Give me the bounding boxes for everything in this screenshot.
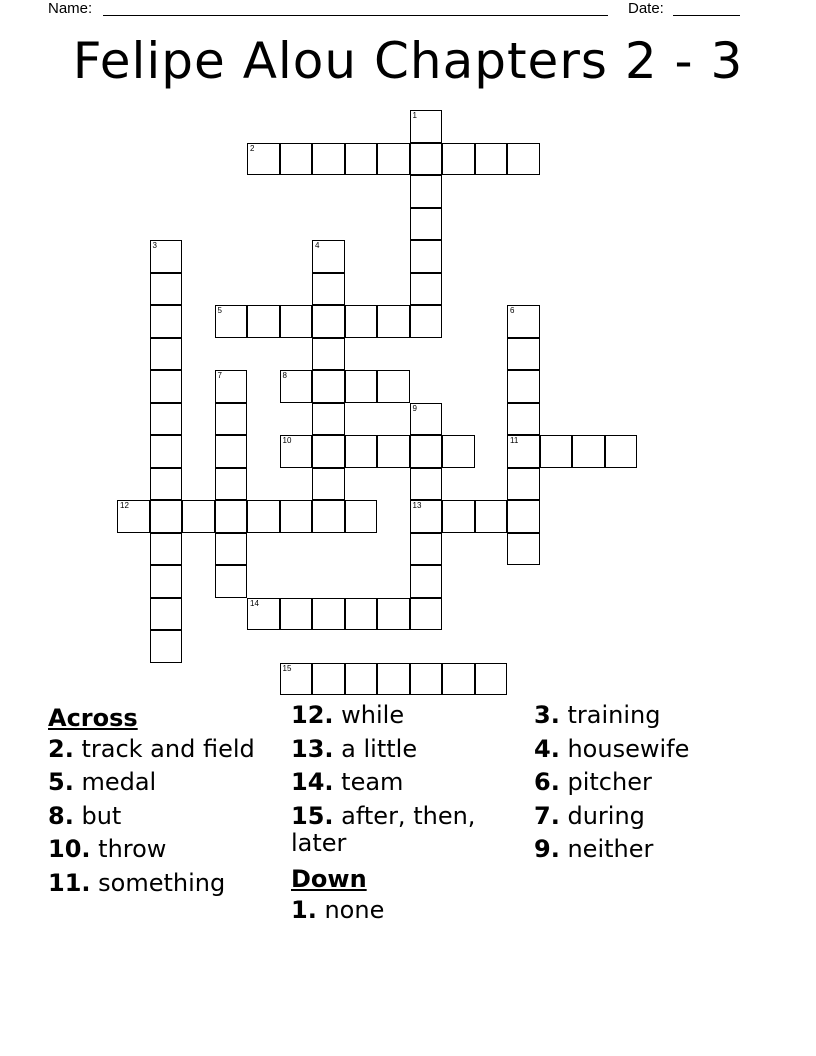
grid-cell[interactable] <box>150 435 183 468</box>
grid-cell[interactable] <box>507 338 540 371</box>
cell-number: 10 <box>282 436 292 445</box>
clue-down-7: 7. during <box>534 801 645 830</box>
grid-cell[interactable] <box>312 370 345 403</box>
clue-column-3 <box>534 702 774 870</box>
grid-cell[interactable] <box>312 305 345 338</box>
grid-cell[interactable] <box>247 305 280 338</box>
grid-cell[interactable] <box>312 468 345 501</box>
grid-cell[interactable] <box>345 500 378 533</box>
grid-cell[interactable] <box>377 143 410 176</box>
grid-cell[interactable] <box>377 370 410 403</box>
across-heading: Across <box>48 704 138 732</box>
grid-cell[interactable] <box>215 565 248 598</box>
clue-across-14: 14. team <box>291 768 404 796</box>
grid-cell[interactable] <box>215 533 248 566</box>
clue-down-6: 6. pitcher <box>534 768 652 796</box>
grid-cell[interactable] <box>410 500 443 533</box>
clue-down-4: 4. housewife <box>534 734 690 763</box>
grid-cell[interactable] <box>377 305 410 338</box>
grid-cell[interactable] <box>150 468 183 501</box>
grid-cell[interactable] <box>507 403 540 436</box>
cell-number: 1 <box>412 111 417 120</box>
grid-cell[interactable] <box>345 143 378 176</box>
cell-number: 3 <box>152 241 157 250</box>
down-heading: Down <box>291 865 367 893</box>
clue-across-8: 8. but <box>48 801 122 830</box>
grid-cell[interactable] <box>312 403 345 436</box>
grid-cell[interactable] <box>312 240 345 273</box>
grid-cell[interactable] <box>312 500 345 533</box>
cell-number: 5 <box>217 306 222 315</box>
name-label: Name: <box>48 0 93 17</box>
grid-cell[interactable] <box>507 500 540 533</box>
grid-cell[interactable] <box>150 403 183 436</box>
grid-cell[interactable] <box>280 143 313 176</box>
cell-number: 9 <box>412 403 417 413</box>
grid-cell[interactable] <box>215 403 248 436</box>
grid-cell[interactable] <box>280 663 313 696</box>
grid-cell[interactable] <box>312 435 345 468</box>
grid-cell[interactable] <box>442 435 475 468</box>
grid-cell[interactable] <box>410 565 443 598</box>
grid-cell[interactable] <box>410 240 443 273</box>
cell-number: 11 <box>510 436 519 445</box>
clue-down-3: 3. training <box>534 701 661 729</box>
grid-cell[interactable] <box>150 565 183 598</box>
cell-number: 2 <box>250 143 255 153</box>
grid-cell[interactable] <box>507 370 540 403</box>
grid-cell[interactable] <box>410 598 443 631</box>
cell-number: 7 <box>217 371 222 380</box>
grid-cell[interactable] <box>280 370 313 403</box>
grid-cell[interactable] <box>410 468 443 501</box>
clue-column-1 <box>48 702 288 903</box>
clue-across-13: 13. a little <box>291 734 418 763</box>
grid-cell[interactable] <box>117 500 150 533</box>
grid-cell[interactable] <box>150 533 183 566</box>
grid-cell[interactable] <box>442 143 475 176</box>
cell-number: 13 <box>412 501 422 510</box>
grid-cell[interactable] <box>280 305 313 338</box>
date-label: Date: <box>628 0 664 17</box>
grid-cell[interactable] <box>182 500 215 533</box>
grid-cell[interactable] <box>247 143 280 176</box>
grid-cell[interactable] <box>312 338 345 371</box>
grid-cell[interactable] <box>312 143 345 176</box>
grid-cell[interactable] <box>410 403 443 436</box>
grid-cell[interactable] <box>345 435 378 468</box>
grid-cell[interactable] <box>410 663 443 696</box>
grid-cell[interactable] <box>247 598 280 631</box>
grid-cell[interactable] <box>572 435 605 468</box>
grid-cell[interactable] <box>410 175 443 208</box>
grid-cell[interactable] <box>150 598 183 631</box>
grid-cell[interactable] <box>280 435 313 468</box>
clue-across-10: 10. throw <box>48 835 167 863</box>
page-title: Felipe Alou Chapters 2 - 3 <box>72 32 744 90</box>
clue-across-5: 5. medal <box>48 768 157 796</box>
cell-number: 14 <box>250 598 259 608</box>
cell-number: 4 <box>315 241 320 250</box>
grid-cell[interactable] <box>150 500 183 533</box>
grid-cell[interactable] <box>540 435 573 468</box>
grid-cell[interactable] <box>410 273 443 306</box>
grid-cell[interactable] <box>215 500 248 533</box>
grid-cell[interactable] <box>345 305 378 338</box>
grid-cell[interactable] <box>377 435 410 468</box>
cell-number: 6 <box>510 306 515 315</box>
grid-cell[interactable] <box>410 208 443 241</box>
grid-cell[interactable] <box>150 240 183 273</box>
grid-cell[interactable] <box>280 598 313 631</box>
grid-cell[interactable] <box>410 305 443 338</box>
cell-number: 12 <box>120 501 129 510</box>
grid-cell[interactable] <box>345 598 378 631</box>
grid-cell[interactable] <box>475 663 508 696</box>
grid-cell[interactable] <box>410 435 443 468</box>
grid-cell[interactable] <box>410 143 443 176</box>
grid-cell[interactable] <box>345 370 378 403</box>
grid-cell[interactable] <box>507 143 540 176</box>
grid-cell[interactable] <box>507 468 540 501</box>
grid-cell[interactable] <box>150 630 183 663</box>
clue-across-2: 2. track and field <box>48 734 255 763</box>
grid-cell[interactable] <box>507 533 540 566</box>
grid-cell[interactable] <box>442 500 475 533</box>
grid-cell[interactable] <box>475 143 508 176</box>
grid-cell[interactable] <box>507 305 540 338</box>
grid-cell[interactable] <box>377 598 410 631</box>
grid-cell[interactable] <box>280 500 313 533</box>
clue-across-15: 15. after, then, later <box>291 801 476 857</box>
grid-cell[interactable] <box>215 468 248 501</box>
grid-cell[interactable] <box>345 663 378 696</box>
grid-cell[interactable] <box>475 500 508 533</box>
grid-cell[interactable] <box>150 370 183 403</box>
grid-cell[interactable] <box>150 338 183 371</box>
cell-number: 8 <box>282 371 287 380</box>
grid-cell[interactable] <box>150 305 183 338</box>
grid-cell[interactable] <box>247 500 280 533</box>
grid-cell[interactable] <box>410 110 443 143</box>
grid-cell[interactable] <box>150 273 183 306</box>
grid-cell[interactable] <box>312 598 345 631</box>
grid-cell[interactable] <box>377 663 410 696</box>
clue-column-2 <box>291 702 531 930</box>
grid-cell[interactable] <box>442 663 475 696</box>
cell-number: 15 <box>282 663 292 673</box>
clue-down-9: 9. neither <box>534 835 654 863</box>
grid-cell[interactable] <box>215 305 248 338</box>
grid-cell[interactable] <box>605 435 638 468</box>
grid-cell[interactable] <box>410 533 443 566</box>
grid-cell[interactable] <box>507 435 540 468</box>
clue-across-12: 12. while <box>291 701 405 729</box>
clue-down-1: 1. none <box>291 895 385 924</box>
grid-cell[interactable] <box>215 435 248 468</box>
grid-cell[interactable] <box>312 663 345 696</box>
clue-across-11: 11. something <box>48 868 226 897</box>
grid-cell[interactable] <box>215 370 248 403</box>
grid-cell[interactable] <box>312 273 345 306</box>
